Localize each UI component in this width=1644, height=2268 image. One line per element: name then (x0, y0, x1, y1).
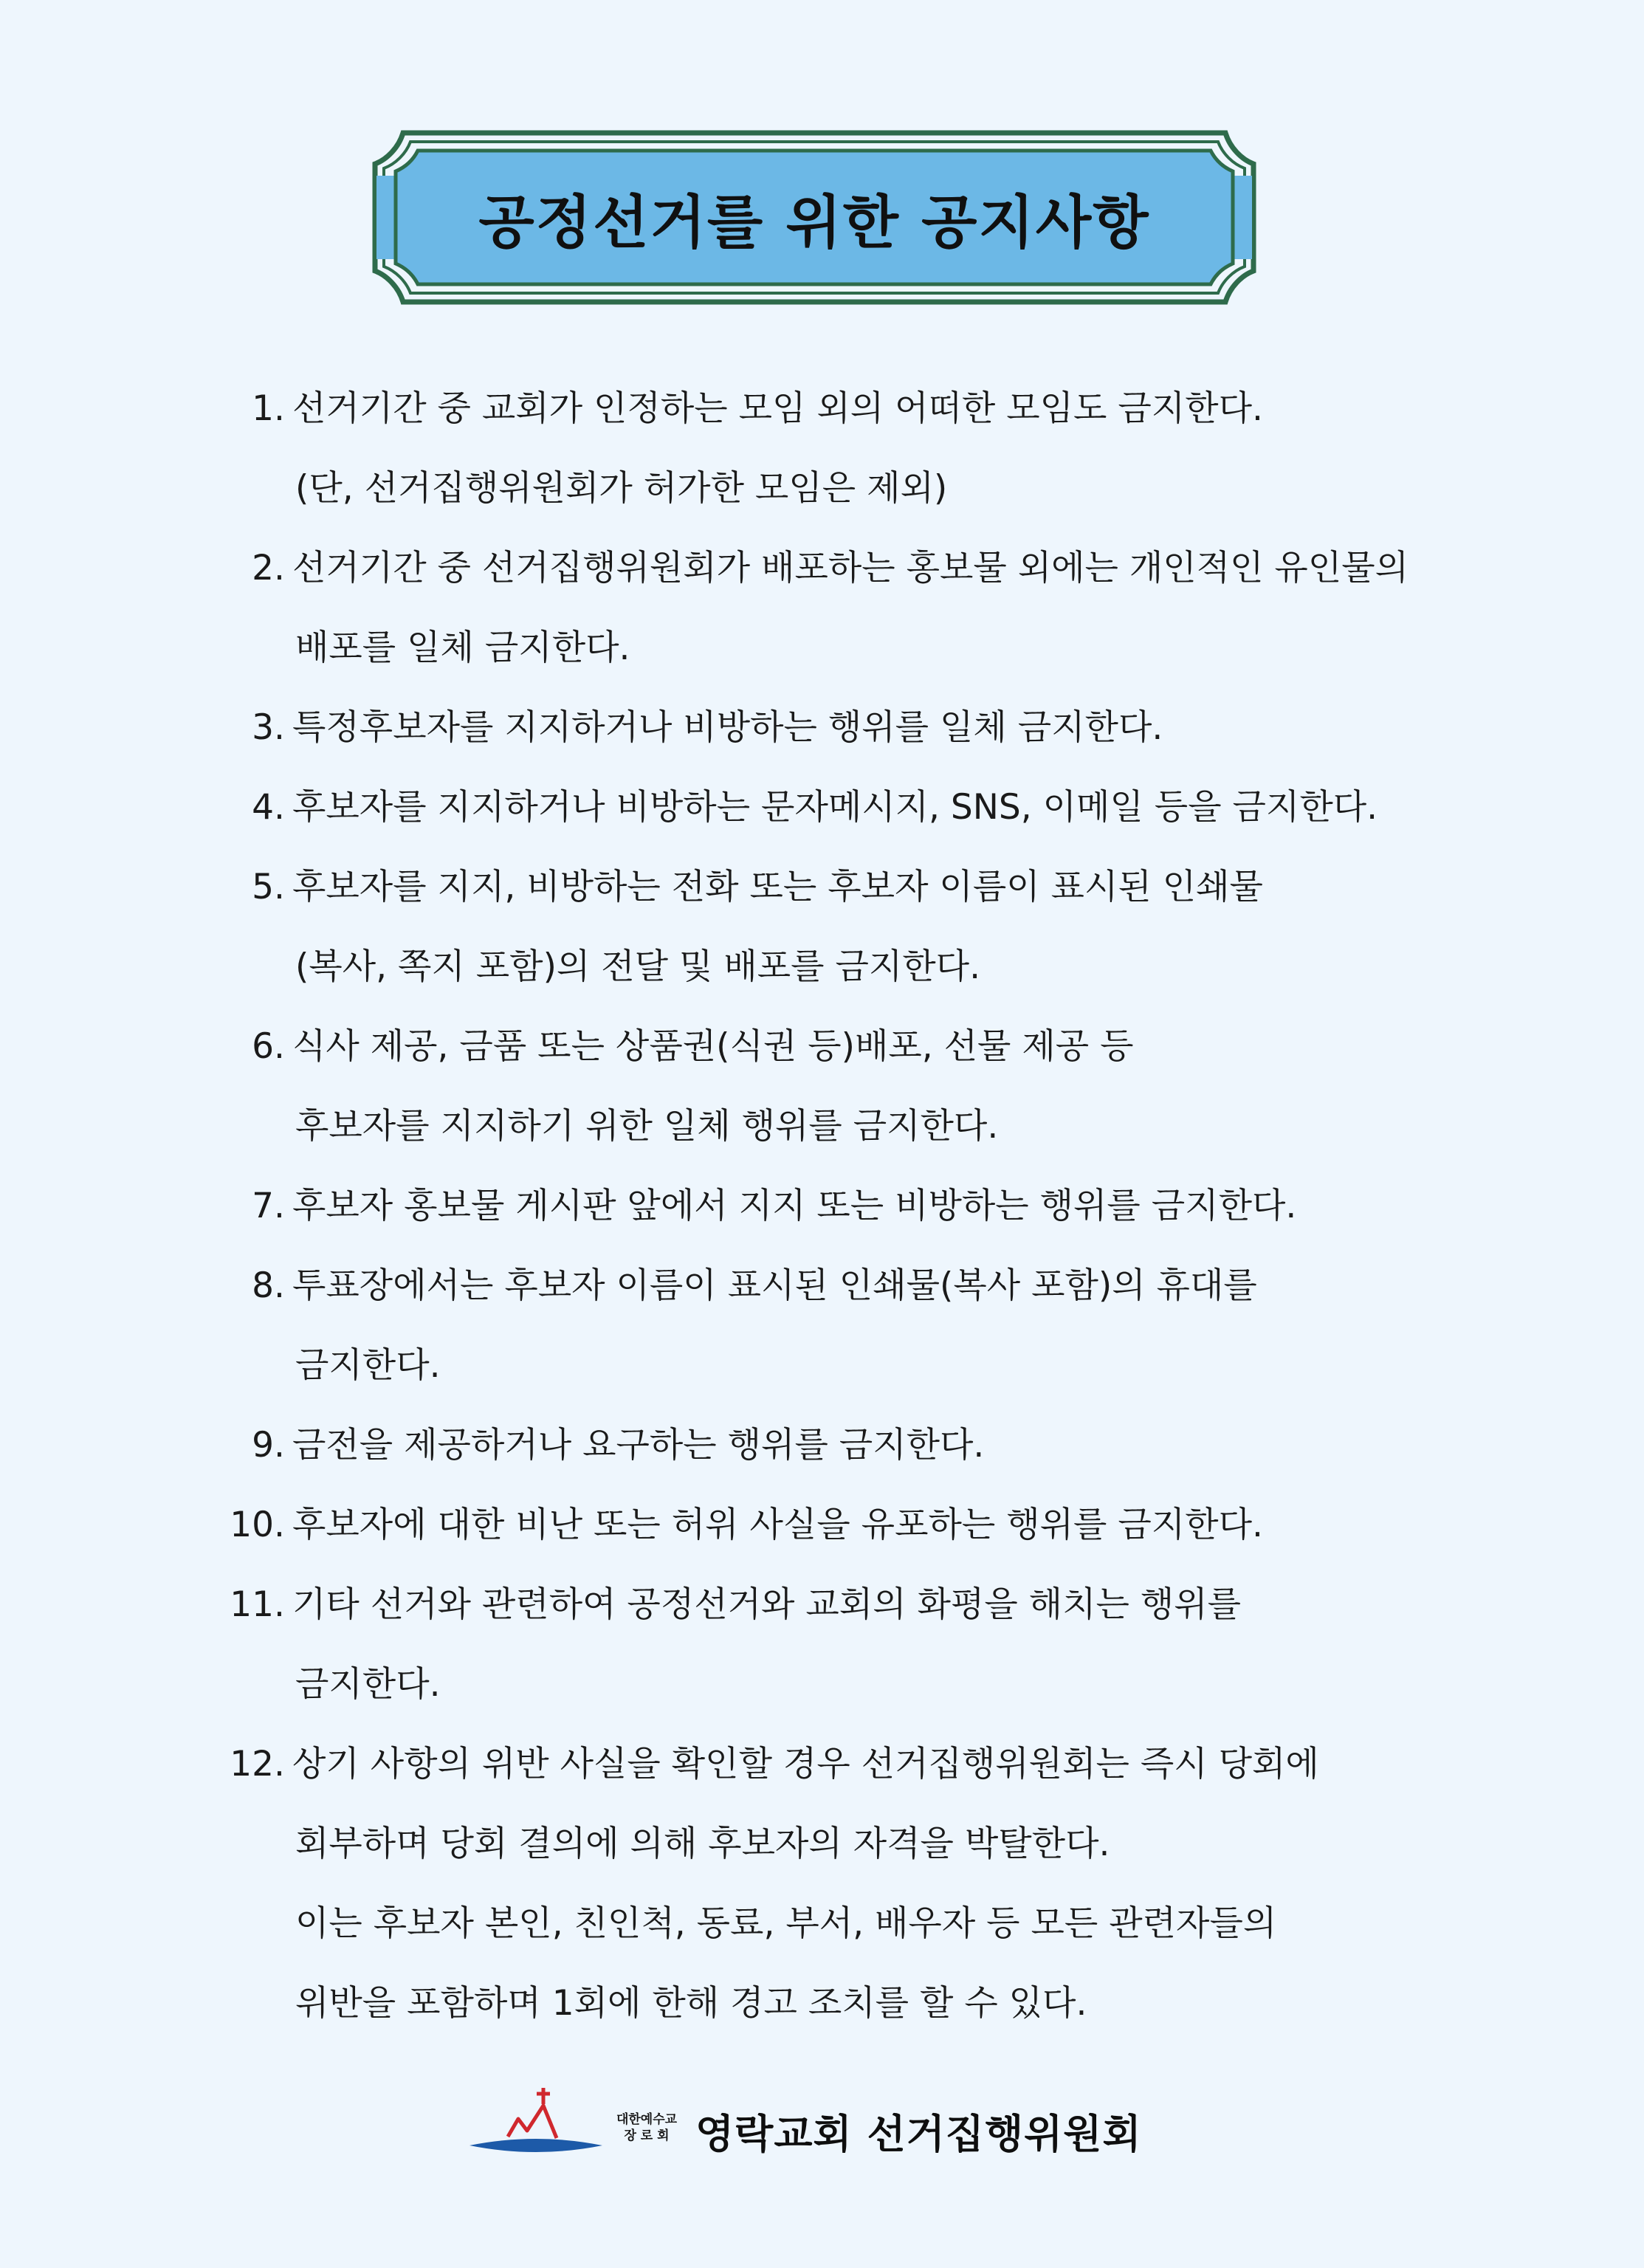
notice-text-line: 특정후보자를 지지하거나 비방하는 행위를 일체 금지한다. (292, 707, 1163, 748)
notice-item (221, 848, 1491, 1007)
notice-number: 8. (252, 1265, 285, 1306)
denomination-label (602, 2111, 691, 2144)
notice-text-line: (복사, 쪽지 포함)의 전달 및 배포를 금지한다. (295, 946, 981, 987)
notice-text-line: 후보자 홍보물 게시판 앞에서 지지 또는 비방하는 행위를 금지한다. (292, 1186, 1297, 1226)
notice-item (221, 1406, 1491, 1485)
notice-text-line: 투표장에서는 후보자 이름이 표시된 인쇄물(복사 포함)의 휴대를 (292, 1265, 1257, 1306)
notice-text-line: 기타 선거와 관련하여 공정선거와 교회의 화평을 해치는 행위를 (292, 1584, 1242, 1625)
notice-number: 7. (252, 1186, 285, 1226)
notice-number: 9. (252, 1425, 285, 1465)
notice-text-line: 금지한다. (295, 1345, 441, 1386)
denomination-line-1: 대한예수교 (616, 2112, 678, 2127)
notice-number: 11. (230, 1584, 285, 1625)
notice-item (221, 1166, 1491, 1246)
notice-list (221, 369, 1491, 2044)
notice-number: 4. (252, 787, 285, 828)
notice-item (221, 1246, 1491, 1406)
notice-text-line: (단, 선거집행위원회가 허가한 모임은 제외) (295, 468, 948, 509)
notice-number: 5. (252, 867, 285, 907)
notice-number: 10. (230, 1505, 285, 1545)
notice-text-line: 금전을 제공하거나 요구하는 행위를 금지한다. (292, 1425, 985, 1465)
notice-number: 12. (230, 1744, 285, 1784)
notice-item (221, 688, 1491, 768)
notice-text-line: 금지한다. (295, 1664, 441, 1705)
notice-number: 1. (252, 388, 285, 429)
notice-text-line: 배포를 일체 금지한다. (295, 628, 630, 668)
notice-item (221, 1007, 1491, 1166)
notice-item (221, 1565, 1491, 1725)
notice-item (221, 768, 1491, 848)
denomination-line-2: 장 로 회 (624, 2128, 670, 2143)
organization-name: 영락교회 선거집행위원회 (695, 2111, 1142, 2157)
title-banner (344, 127, 1284, 308)
notice-item (221, 1725, 1491, 2044)
notice-text-line: 식사 제공, 금품 또는 상품권(식권 등)배포, 선물 제공 등 (292, 1026, 1134, 1067)
notice-text-line: 후보자에 대한 비난 또는 허위 사실을 유포하는 행위를 금지한다. (292, 1505, 1263, 1545)
notice-text-line: 후보자를 지지하기 위한 일체 행위를 금지한다. (295, 1106, 999, 1147)
notice-number: 6. (252, 1026, 285, 1067)
footer-signature (458, 2082, 1196, 2171)
notice-item (221, 1485, 1491, 1565)
notice-text-line: 위반을 포함하며 1회에 한해 경고 조치를 할 수 있다. (295, 1983, 1087, 2024)
notice-item (221, 369, 1491, 529)
notice-text-line: 선거기간 중 선거집행위원회가 배포하는 홍보물 외에는 개인적인 유인물의 (292, 548, 1409, 588)
notice-text-line: 이는 후보자 본인, 친인척, 동료, 부서, 배우자 등 모든 관련자들의 (295, 1903, 1277, 1944)
notice-text-line: 선거기간 중 교회가 인정하는 모임 외의 어떠한 모임도 금지한다. (292, 388, 1263, 429)
notice-text-line: 후보자를 지지하거나 비방하는 문자메시지, SNS, 이메일 등을 금지한다. (292, 787, 1378, 828)
notice-text-line: 후보자를 지지, 비방하는 전화 또는 후보자 이름이 표시된 인쇄물 (292, 867, 1263, 907)
church-logo-icon (465, 2086, 605, 2168)
notice-text-line: 회부하며 당회 결의에 의해 후보자의 자격을 박탈한다. (295, 1824, 1110, 1864)
notice-number: 2. (252, 548, 285, 588)
notice-item (221, 529, 1491, 688)
page-title: 공정선거를 위한 공지사항 (478, 189, 1150, 256)
notice-text-line: 상기 사항의 위반 사실을 확인할 경우 선거집행위원회는 즉시 당회에 (292, 1744, 1319, 1784)
notice-number: 3. (252, 707, 285, 748)
